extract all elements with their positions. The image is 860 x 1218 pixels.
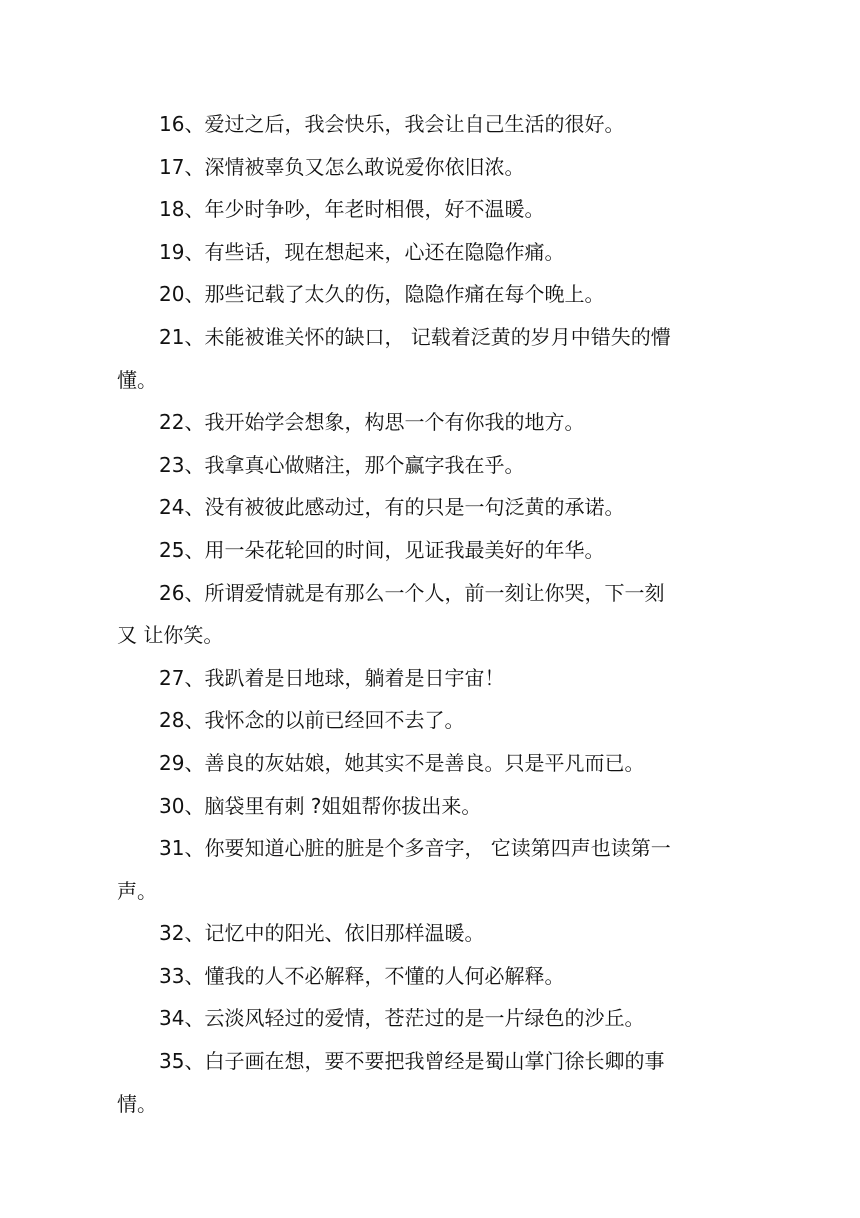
- text-line-continuation: 又 让你笑。: [117, 623, 224, 648]
- text-line: 19、有些话，现在想起来，心还在隐隐作痛。: [159, 239, 565, 264]
- text-line: 32、记忆中的阳光、依旧那样温暖。: [159, 921, 485, 946]
- text-line: 25、用一朵花轮回的时间，见证我最美好的年华。: [159, 537, 605, 562]
- text-line: 34、云淡风轻过的爱情，苍茫过的是一片绿色的沙丘。: [159, 1006, 645, 1031]
- text-line: 18、年少时争吵，年老时相偎，好不温暖。: [159, 197, 545, 222]
- text-line: 22、我开始学会想象，构思一个有你我的地方。: [159, 410, 585, 435]
- text-line: 27、我趴着是日地球，躺着是日宇宙！: [159, 665, 505, 690]
- text-line: 28、我怀念的以前已经回不去了。: [159, 708, 465, 733]
- text-line: 29、善良的灰姑娘，她其实不是善良。只是平凡而已。: [159, 750, 645, 775]
- text-line: 35、白子画在想，要不要把我曾经是蜀山掌门徐长卿的事: [159, 1049, 665, 1074]
- text-line: 30、脑袋里有刺 ?姐姐帮你拔出来。: [159, 793, 482, 818]
- text-line: 31、你要知道心脏的脏是个多音字， 它读第四声也读第一: [159, 836, 671, 861]
- text-line: 24、没有被彼此感动过，有的只是一句泛黄的承诺。: [159, 495, 625, 520]
- text-line: 26、所谓爱情就是有那么一个人，前一刻让你哭，下一刻: [159, 580, 665, 605]
- text-line: 17、深情被辜负又怎么敢说爱你依旧浓。: [159, 154, 525, 179]
- text-line-continuation: 懂。: [117, 367, 157, 392]
- text-line: 20、那些记载了太久的伤，隐隐作痛在每个晚上。: [159, 282, 605, 307]
- text-line: 23、我拿真心做赌注，那个赢字我在乎。: [159, 452, 525, 477]
- text-line: 21、未能被谁关怀的缺口， 记载着泛黄的岁月中错失的懵: [159, 324, 671, 349]
- text-line-continuation: 声。: [117, 878, 157, 903]
- text-line: 16、爱过之后，我会快乐，我会让自己生活的很好。: [159, 112, 625, 136]
- text-line-continuation: 情。: [117, 1091, 157, 1116]
- document-body: [117, 103, 717, 1125]
- text-line: 33、懂我的人不必解释，不懂的人何必解释。: [159, 963, 565, 988]
